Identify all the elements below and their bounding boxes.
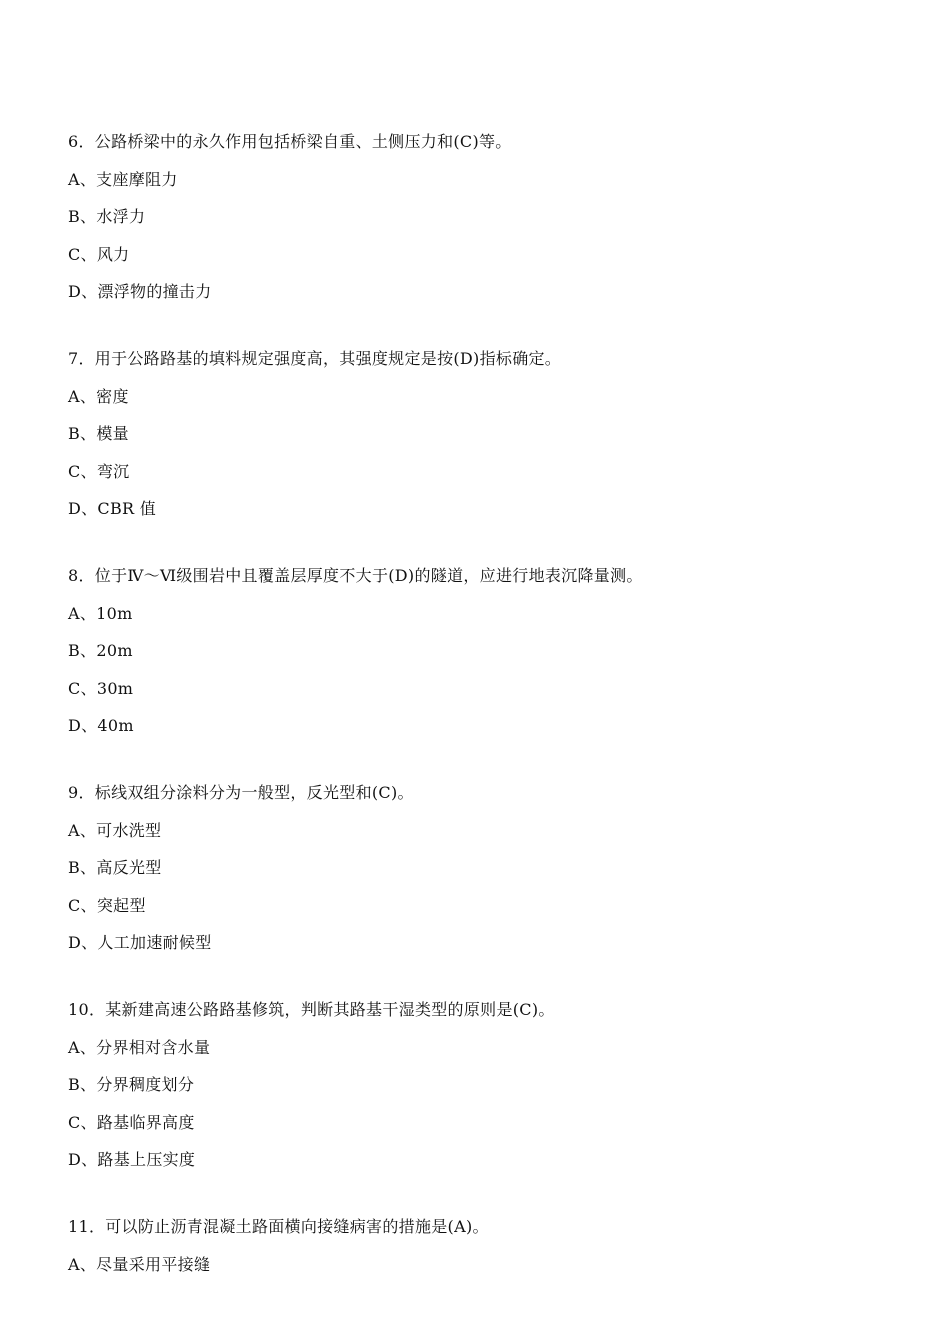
option-d: D、漂浮物的撞击力: [68, 282, 212, 301]
option-b: B、20m: [68, 641, 133, 660]
question-10: [68, 999, 888, 1171]
question-text: 9．标线双组分涂料分为一般型，反光型和(C)。: [68, 783, 414, 802]
question-text: 6．公路桥梁中的永久作用包括桥梁自重、土侧压力和(C)等。: [68, 132, 512, 151]
question-9: [68, 782, 888, 954]
question-text: 8．位于Ⅳ～Ⅵ级围岩中且覆盖层厚度不大于(D)的隧道，应进行地表沉降量测。: [68, 566, 643, 585]
option-a: A、可水洗型: [68, 820, 162, 840]
option-d: D、路基上压实度: [68, 1150, 196, 1169]
question-11: [68, 1216, 888, 1276]
question-text: 11．可以防止沥青混凝土路面横向接缝病害的措施是(A)。: [68, 1217, 489, 1236]
option-a: A、分界相对含水量: [68, 1037, 211, 1057]
option-a: A、支座摩阻力: [68, 169, 178, 189]
option-d: D、CBR 值: [68, 499, 157, 518]
option-c: C、弯沉: [68, 461, 130, 481]
option-d: D、人工加速耐候型: [68, 933, 212, 952]
question-text: 7．用于公路路基的填料规定强度高，其强度规定是按(D)指标确定。: [68, 349, 562, 368]
option-b: B、模量: [68, 424, 129, 443]
option-a: A、10m: [68, 603, 133, 623]
question-7: [68, 348, 888, 520]
question-8: [68, 565, 888, 737]
option-c: C、30m: [68, 678, 134, 698]
option-c: C、路基临界高度: [68, 1112, 195, 1132]
option-d: D、40m: [68, 716, 134, 735]
question-6: [68, 131, 888, 303]
question-text: 10．某新建高速公路路基修筑，判断其路基干湿类型的原则是(C)。: [68, 1000, 555, 1019]
option-c: C、突起型: [68, 895, 146, 915]
option-b: B、高反光型: [68, 858, 162, 877]
option-a: A、密度: [68, 386, 129, 406]
option-a: A、尽量采用平接缝: [68, 1254, 211, 1274]
option-b: B、分界稠度划分: [68, 1075, 195, 1094]
option-b: B、水浮力: [68, 207, 146, 226]
option-c: C、风力: [68, 244, 130, 264]
